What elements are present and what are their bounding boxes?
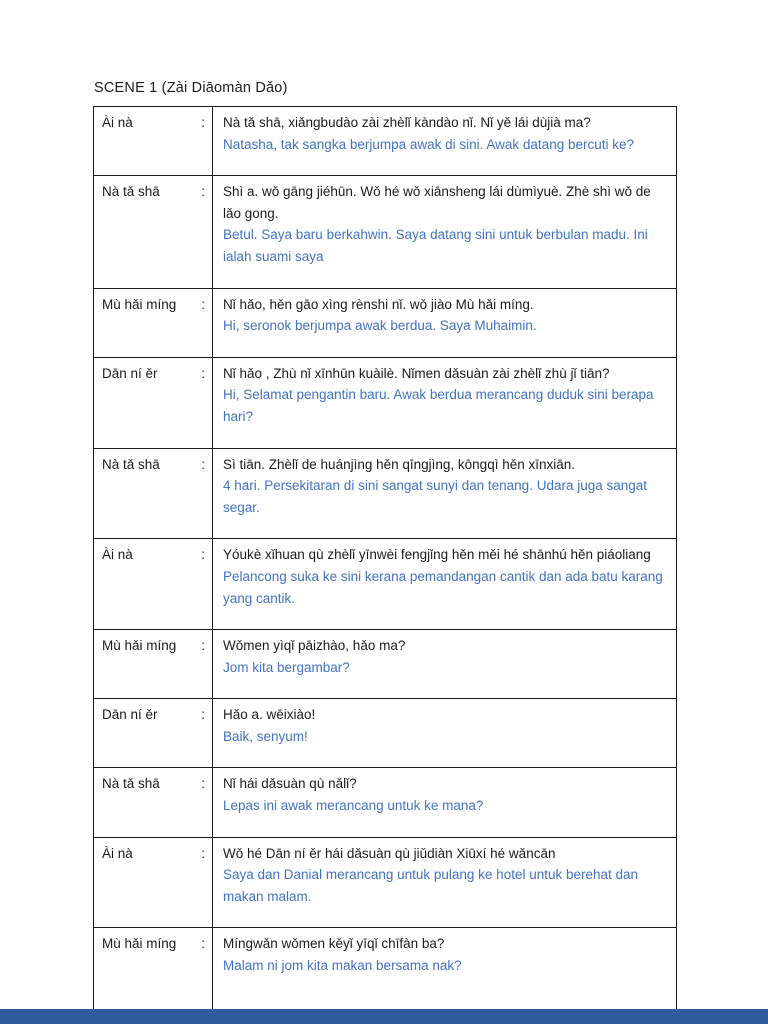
table-row (94, 630, 677, 699)
speaker-cell (94, 288, 213, 357)
speaker (102, 773, 205, 795)
speaker-colon: : (201, 845, 205, 861)
speaker (102, 635, 205, 657)
dialogue-cell (213, 288, 677, 357)
pinyin-line: Shì a. wǒ gāng jiéhūn. Wǒ hé wǒ xiānsheng lái dùmìyuè. Zhè shì wǒ de lǎo gong. (223, 184, 651, 221)
dialogue-cell (213, 176, 677, 288)
speaker-cell (94, 928, 213, 1011)
footer-bar (0, 1009, 768, 1024)
pinyin-line: Yóukè xǐhuan qù zhèlǐ yīnwèi fengjǐng hěn měi hé shānhú hěn piáoliang (223, 547, 651, 563)
speaker-colon: : (201, 776, 205, 792)
malay-translation-line: Baik, senyum! (223, 728, 308, 744)
speaker (102, 181, 205, 203)
speaker-colon: : (201, 456, 205, 472)
pinyin-line: Míngwǎn wǒmen kěyǐ yīqǐ chīfàn ba? (223, 936, 445, 952)
dialogue-cell (213, 539, 677, 630)
pinyin-line: Hǎo a. wēixiào! (223, 707, 316, 723)
page-title: SCENE 1 (Zài Diāomàn Dǎo) (94, 80, 288, 96)
speaker-name: Ài nà (102, 115, 133, 130)
malay-translation-line: Malam ni jom kita makan bersama nak? (223, 958, 462, 974)
speaker-cell (94, 539, 213, 630)
table-row (94, 699, 677, 768)
malay-translation-line: Hi, Selamat pengantin baru. Awak berdua merancang duduk sini berapa hari? (223, 387, 654, 424)
dialogue-cell (213, 630, 677, 699)
speaker (102, 294, 205, 316)
speaker-name: Ài nà (102, 547, 133, 563)
malay-translation-line: Jom kita bergambar? (223, 659, 350, 675)
table-row (94, 448, 677, 539)
malay-translation-line: 4 hari. Persekitaran di sini sangat sunyi dan tenang. Udara juga sangat segar. (223, 478, 648, 515)
speaker-name: Mù hǎi míng (102, 638, 177, 654)
malay-translation-line: Hi, seronok berjumpa awak berdua. Saya Muhaimin. (223, 318, 537, 334)
table-row (94, 539, 677, 630)
speaker-name: Ài nà (102, 845, 133, 861)
dialogue-cell (213, 768, 677, 837)
pinyin-line: Wǒ hé Dān ní ěr hái dǎsuàn qù jiǔdiàn Xiūxí hé wǎncān (223, 845, 556, 861)
speaker-colon: : (201, 638, 205, 654)
pinyin-line: Sì tiān. Zhèlǐ de huánjìng hěn qīngjìng, kōngqì hěn xīnxiān. (223, 456, 576, 472)
speaker-colon: : (201, 707, 205, 723)
speaker-name: Mù hǎi míng (102, 296, 177, 312)
speaker-name: Nà tǎ shā (102, 184, 160, 200)
pinyin-line: Nǐ hǎo, hěn gāo xìng rènshi nǐ. wǒ jiào Mù hǎi míng. (223, 296, 534, 312)
pinyin-line: Nǐ hái dǎsuàn qù nǎlǐ? (223, 776, 357, 792)
pinyin-line: Wǒmen yìqǐ pāizhào, hǎo ma? (223, 638, 406, 654)
speaker-colon: : (201, 547, 205, 563)
speaker-colon: : (201, 296, 205, 312)
speaker-cell (94, 699, 213, 768)
speaker (102, 454, 205, 476)
speaker (102, 933, 205, 955)
speaker-cell (94, 630, 213, 699)
pinyin-line: Nǐ hǎo , Zhù nǐ xīnhūn kuàilè. Nǐmen dǎsuàn zài zhèlǐ zhù jǐ tiān? (223, 365, 610, 381)
table-row (94, 357, 677, 448)
speaker-cell (94, 357, 213, 448)
speaker (102, 363, 205, 385)
dialogue-table-body (94, 107, 677, 1012)
table-row (94, 768, 677, 837)
dialogue-table (93, 106, 677, 1012)
dialogue-cell (213, 928, 677, 1011)
dialogue-cell (213, 448, 677, 539)
speaker (102, 544, 205, 566)
speaker (102, 112, 205, 134)
malay-translation-line: Saya dan Danial merancang untuk pulang ke hotel untuk berehat dan makan malam. (223, 867, 639, 904)
table-row (94, 928, 677, 1011)
pinyin-line: Nà tǎ shā, xiǎngbudào zài zhèlǐ kàndào nǐ. Nǐ yě lái dùjià ma? (223, 115, 591, 130)
speaker-cell (94, 448, 213, 539)
script-document (93, 80, 677, 1012)
malay-translation-line: Lepas ini awak merancang untuk ke mana? (223, 798, 484, 814)
speaker (102, 843, 205, 865)
table-row (94, 176, 677, 288)
speaker-name: Nà tǎ shā (102, 776, 160, 792)
speaker-colon: : (201, 936, 205, 952)
speaker-cell (94, 837, 213, 928)
table-row (94, 288, 677, 357)
speaker-name: Dān ní ěr (102, 707, 158, 723)
malay-translation-line: Natasha, tak sangka berjumpa awak di sini. Awak datang bercuti ke? (223, 136, 634, 152)
table-row (94, 837, 677, 928)
dialogue-cell (213, 357, 677, 448)
speaker-name: Nà tǎ shā (102, 456, 160, 472)
table-row (94, 107, 677, 176)
speaker-name: Mù hǎi míng (102, 936, 177, 952)
speaker-colon: : (201, 184, 205, 200)
speaker-cell (94, 107, 213, 176)
speaker (102, 704, 205, 726)
speaker-colon: : (201, 365, 205, 381)
dialogue-cell (213, 837, 677, 928)
malay-translation-line: Betul. Saya baru berkahwin. Saya datang sini untuk berbulan madu. Ini ialah suami saya (223, 227, 648, 264)
dialogue-cell (213, 107, 677, 176)
dialogue-cell (213, 699, 677, 768)
speaker-cell (94, 176, 213, 288)
speaker-colon: : (201, 115, 205, 130)
speaker-cell (94, 768, 213, 837)
speaker-name: Dān ní ěr (102, 365, 158, 381)
malay-translation-line: Pelancong suka ke sini kerana pemandangan cantik dan ada batu karang yang cantik. (223, 568, 663, 606)
